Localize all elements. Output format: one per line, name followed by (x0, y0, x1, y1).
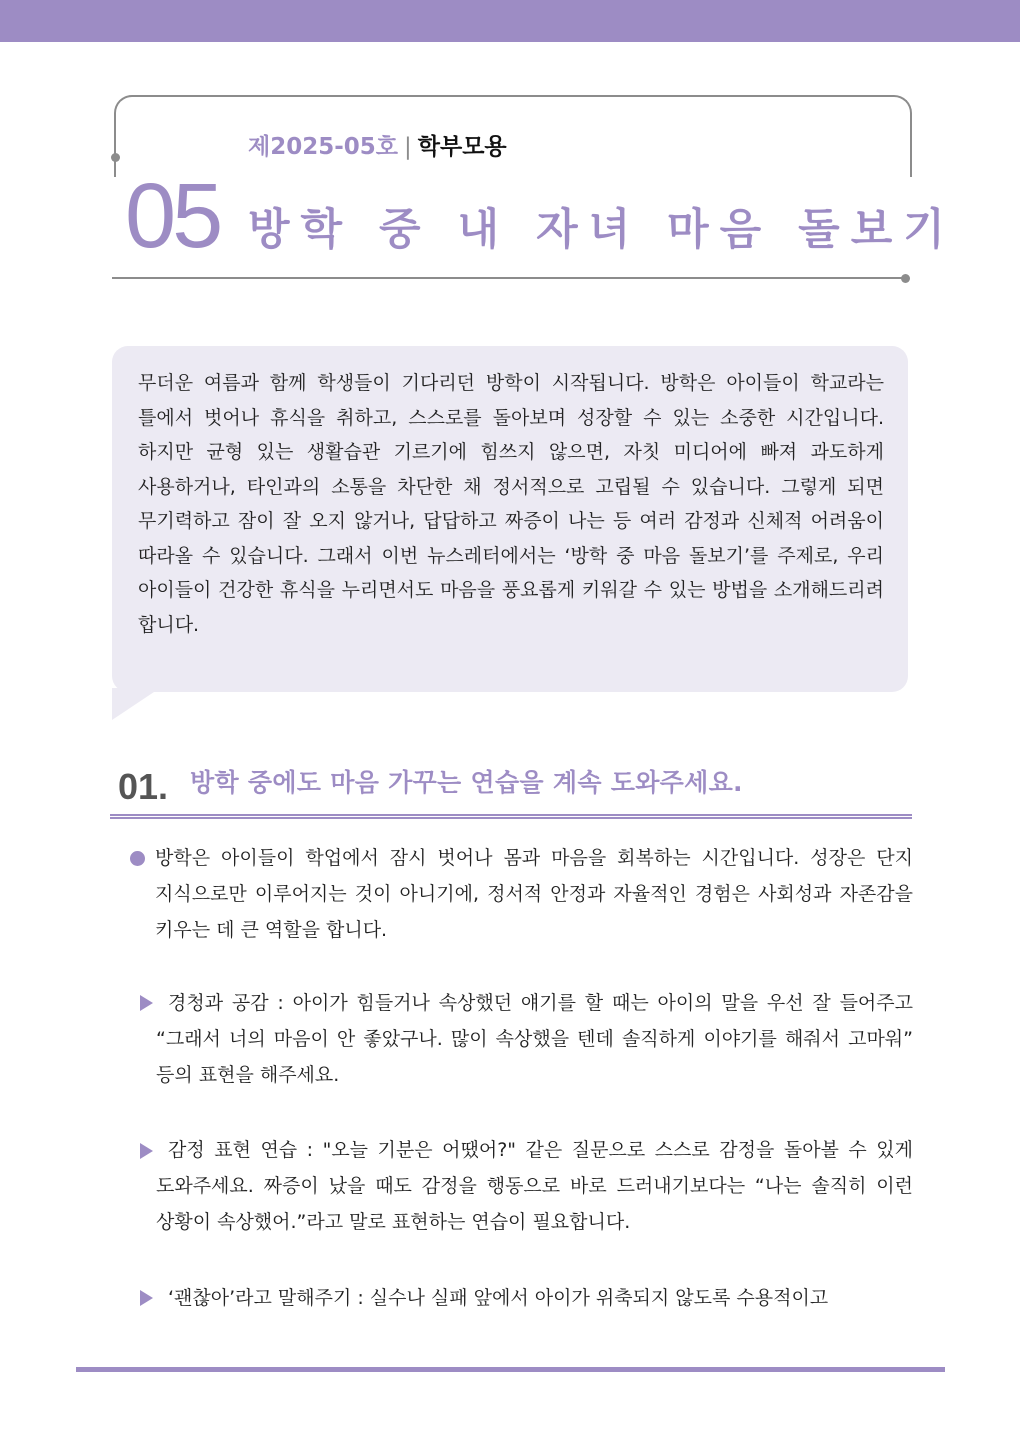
section-title: 방학 중에도 마음 가꾸는 연습을 계속 도와주세요. (190, 768, 743, 797)
audience-label: 학부모용 (417, 134, 507, 160)
header-frame (114, 95, 912, 177)
issue-number: 제2025-05호 (248, 134, 399, 160)
bottom-rule (76, 1367, 945, 1372)
bullet-circle-icon (130, 851, 145, 866)
header-divider (112, 277, 905, 279)
section-rule (110, 814, 912, 819)
intro-text: 무더운 여름과 함께 학생들이 기다리던 방학이 시작됩니다. 방학은 아이들이 학교라는 틀에서 벗어나 휴식을 취하고, 스스로를 돌아보며 성장할 수 있는 소중한 시간입니다. 하지만 균형 있는 생활습관 기르기에 힘쓰지 않으면, 자칫 미디어에 빠져 과도하게 사용하거나, 타인과의 소통을 차단한 채 정서적으로 고립될 수 있습니다. 그렇게 되면 무기력하고 잠이 잘 오지 않거나, 답답하고 짜증이 나는 등 여러 감정과 신체적 어려움이 따라올 수 있습니다. 그래서 이번 뉴스레터에서는 ‘방학 중 마음 돌보기’를 주제로, 우리 아이들이 건강한 휴식을 누리면서도 마음을 풍요롭게 키워갈 수 있는 방법을 소개해드리려 합니다. (138, 372, 884, 636)
issue-label (248, 128, 507, 161)
list-item-its-okay: ‘괜찮아’라고 말해주기 : 실수나 실패 앞에서 아이가 위축되지 않도록 수용적이고 (168, 1287, 829, 1309)
triangle-bullet-icon (140, 995, 153, 1011)
list-item-listening: 경청과 공감 : 아이가 힘들거나 속상했던 얘기를 할 때는 아이의 말을 우선 잘 들어주고 “그래서 너의 마음이 안 좋았구나. 많이 속상했을 텐데 솔직하게 이야기를 해줘서 고마워” 등의 표현을 해주세요. (156, 992, 913, 1086)
triangle-bullet-icon (140, 1143, 153, 1159)
section-lead-text: 방학은 아이들이 학업에서 잠시 벗어나 몸과 마음을 회복하는 시간입니다. 성장은 단지 지식으로만 이루어지는 것이 아니기에, 정서적 안정과 자율적인 경험은 사회성과 자존감을 키우는 데 큰 역할을 합니다. (155, 847, 913, 941)
top-banner (0, 0, 1020, 42)
page-title: 방학 중 내 자녀 마음 돌보기 (248, 205, 956, 255)
triangle-bullet-icon (140, 1290, 153, 1306)
intro-box-tail (112, 688, 160, 720)
list-item-emotion-expression: 감정 표현 연습 : "오늘 기분은 어땠어?" 같은 질문으로 스스로 감정을 돌아볼 수 있게 도와주세요. 짜증이 났을 때도 감정을 행동으로 바로 드러내기보다는 “나는 솔직히 이런 상황이 속상했어.”라고 말로 표현하는 연습이 필요합니다. (156, 1139, 913, 1233)
newsletter-number: 05 (125, 165, 220, 267)
section-number: 01. (118, 766, 169, 807)
frame-left-dot (111, 153, 120, 162)
issue-separator: | (404, 134, 412, 160)
